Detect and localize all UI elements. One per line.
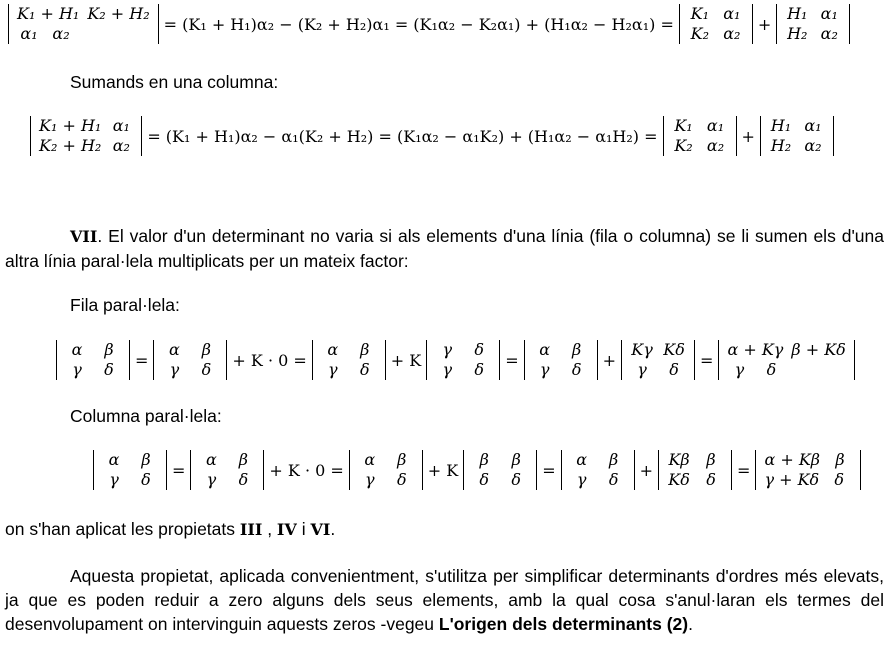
equation-expansion: = (K₁ + H₁)α₂ − (K₂ + H₂)α₁ = (K₁α₂ − K₂α₁) + (H₁α₂ − H₂α₁) = bbox=[163, 14, 674, 34]
determinant bbox=[621, 340, 695, 380]
equation-term: + K · 0 = bbox=[269, 460, 344, 480]
det-cell: δ bbox=[608, 470, 619, 489]
determinant bbox=[561, 450, 635, 490]
det-cell: α₁ bbox=[723, 4, 741, 23]
det-cell: γ bbox=[72, 360, 82, 379]
roman-numeral-iii: III bbox=[239, 520, 263, 539]
det-cell: δ bbox=[104, 360, 114, 379]
det-cell: Kγ bbox=[631, 340, 653, 359]
det-cell: γ bbox=[576, 470, 587, 489]
determinant-k bbox=[663, 116, 737, 156]
det-cell: α₂ bbox=[820, 24, 838, 43]
det-cell: Kδ bbox=[663, 340, 685, 359]
equation-term: + K bbox=[427, 460, 459, 480]
det-cell: α + Kβ bbox=[764, 450, 821, 469]
plus-sign: + bbox=[741, 126, 755, 146]
det-cell: δ bbox=[238, 470, 249, 489]
det-cell: α bbox=[71, 340, 83, 359]
det-cell: α bbox=[539, 340, 551, 359]
property-vii-text: . El valor d'un determinant no varia si als elements d'una línia (fila o columna) se li sumen els d'una altra línia paral·lela multiplicats per un mateix factor: bbox=[5, 226, 884, 271]
det-cell: γ bbox=[442, 360, 453, 379]
det-cell: K₂ bbox=[690, 24, 710, 43]
det-cell: β bbox=[835, 450, 845, 469]
det-cell: δ bbox=[141, 470, 151, 489]
det-cell: K₁ + H₁ bbox=[39, 116, 102, 135]
plus-sign: + bbox=[602, 350, 617, 370]
det-cell: K₁ bbox=[690, 4, 710, 23]
det-cell: α₂ bbox=[52, 24, 70, 43]
det-cell: γ bbox=[365, 470, 375, 489]
equals-sign: = bbox=[542, 460, 556, 480]
det-cell: H₂ bbox=[787, 24, 808, 43]
det-cell: K₂ bbox=[674, 136, 693, 155]
det-cell: α bbox=[169, 340, 180, 359]
origin-link[interactable]: L'origen dels determinants (2) bbox=[438, 614, 689, 634]
det-cell: β bbox=[479, 450, 489, 469]
separator: , bbox=[262, 519, 277, 539]
plus-sign: + bbox=[757, 14, 772, 34]
determinant bbox=[153, 340, 227, 380]
det-cell: α₂ bbox=[112, 136, 130, 155]
det-cell: δ bbox=[669, 360, 679, 379]
determinant-repeated-column bbox=[463, 450, 537, 490]
det-cell: K₂ + H₂ bbox=[39, 136, 102, 155]
det-cell: α + Kγ bbox=[727, 340, 784, 359]
det-cell: α₂ bbox=[723, 24, 741, 43]
det-cell: β bbox=[238, 450, 249, 469]
det-cell: γ bbox=[328, 360, 338, 379]
det-cell: γ bbox=[109, 470, 119, 489]
det-cell: α₁ bbox=[804, 116, 822, 135]
det-cell: β bbox=[397, 450, 407, 469]
det-cell: H₂ bbox=[770, 136, 792, 155]
equals-sign: = bbox=[172, 460, 186, 480]
det-cell: α₁ bbox=[706, 116, 725, 135]
det-cell: α bbox=[108, 450, 120, 469]
det-cell: β bbox=[706, 450, 716, 469]
equals-sign: = bbox=[505, 350, 519, 370]
det-cell: H₁ bbox=[787, 4, 808, 23]
det-cell: β bbox=[104, 340, 114, 359]
det-cell: β bbox=[609, 450, 619, 469]
determinant bbox=[658, 450, 732, 490]
equation-column-sum bbox=[30, 116, 834, 156]
roman-numeral-vii: VII bbox=[70, 227, 98, 246]
det-cell: α₁ bbox=[20, 24, 38, 43]
det-cell: α₂ bbox=[706, 136, 725, 155]
det-cell: γ bbox=[206, 470, 217, 489]
det-cell: K₁ bbox=[674, 116, 693, 135]
applied-properties-line bbox=[5, 517, 335, 542]
determinant-lhs bbox=[30, 116, 142, 156]
period: . bbox=[688, 614, 693, 634]
det-cell: H₁ bbox=[770, 116, 792, 135]
det-cell: α₁ bbox=[112, 116, 130, 135]
det-cell: Kδ bbox=[668, 470, 690, 489]
det-cell: δ bbox=[201, 360, 212, 379]
det-cell: β bbox=[201, 340, 212, 359]
det-cell: β + Kδ bbox=[791, 340, 846, 359]
det-cell: γ bbox=[637, 360, 647, 379]
determinant-h bbox=[776, 4, 850, 44]
determinant-result bbox=[718, 340, 854, 380]
det-cell: δ bbox=[511, 470, 522, 489]
determinant-result bbox=[755, 450, 861, 490]
applied-prefix: on s'han aplicat les propietats bbox=[5, 519, 240, 539]
equation-parallel-column bbox=[93, 450, 861, 490]
plus-sign: + bbox=[639, 460, 654, 480]
roman-numeral-vi: VI bbox=[310, 520, 331, 539]
det-cell: α bbox=[327, 340, 339, 359]
equals-sign: = bbox=[135, 350, 149, 370]
det-cell: Kβ bbox=[668, 450, 690, 469]
det-cell: α bbox=[206, 450, 217, 469]
det-cell: K₂ + H₂ bbox=[87, 4, 150, 23]
det-cell: β bbox=[572, 340, 582, 359]
det-cell: δ bbox=[479, 470, 490, 489]
determinant-original bbox=[93, 450, 167, 490]
det-cell: α bbox=[576, 450, 588, 469]
heading-parallel-row: Fila paral·lela: bbox=[70, 295, 180, 315]
det-cell: β bbox=[511, 450, 521, 469]
equals-sign: = bbox=[700, 350, 714, 370]
final-paragraph bbox=[5, 564, 884, 636]
equation-term: + K bbox=[390, 350, 422, 370]
det-cell: γ bbox=[734, 360, 745, 379]
det-cell: α bbox=[364, 450, 376, 469]
determinant-original bbox=[56, 340, 130, 380]
determinant-lhs bbox=[8, 4, 159, 44]
det-cell: β bbox=[141, 450, 151, 469]
det-cell: δ bbox=[571, 360, 582, 379]
det-cell: γ bbox=[539, 360, 550, 379]
equation-expansion: = (K₁ + H₁)α₂ − α₁(K₂ + H₂) = (K₁α₂ − α₁K₂) + (H₁α₂ − α₁H₂) = bbox=[147, 126, 658, 146]
det-cell: K₁ + H₁ bbox=[17, 4, 80, 23]
equals-sign: = bbox=[737, 460, 751, 480]
det-cell: δ bbox=[474, 360, 485, 379]
heading-sum-columns: Sumands en una columna: bbox=[70, 72, 279, 92]
final-text: Aquesta propietat, aplicada convenientment, s'utilitza per simplificar determinants d'ordres més elevats, ja que es poden reduir a zero alguns dels seus elements, amb la qual cosa s'anul·laran els termes del desenvolupament on intervinguin aquests zeros -vegeu bbox=[5, 566, 884, 634]
determinant bbox=[190, 450, 264, 490]
determinant bbox=[349, 450, 423, 490]
equation-parallel-row bbox=[56, 340, 855, 380]
roman-numeral-iv: IV bbox=[276, 520, 297, 539]
determinant-k bbox=[679, 4, 753, 44]
period: . bbox=[330, 519, 336, 539]
det-cell: γ bbox=[442, 340, 453, 359]
det-cell: δ bbox=[359, 360, 370, 379]
det-cell: δ bbox=[706, 470, 716, 489]
determinant-repeated-row bbox=[426, 340, 500, 380]
determinant-h bbox=[760, 116, 834, 156]
determinant bbox=[312, 340, 386, 380]
separator: i bbox=[296, 519, 311, 539]
equation-row-sum bbox=[8, 4, 850, 44]
det-cell: δ bbox=[396, 470, 407, 489]
det-cell: δ bbox=[766, 360, 777, 379]
property-vii-paragraph bbox=[5, 224, 884, 273]
det-cell: δ bbox=[474, 340, 485, 359]
det-cell: γ + Kδ bbox=[764, 470, 820, 489]
det-cell: α₂ bbox=[804, 136, 822, 155]
determinant bbox=[524, 340, 598, 380]
det-cell: α₁ bbox=[820, 4, 838, 23]
equation-term: + K · 0 = bbox=[232, 350, 307, 370]
det-cell: β bbox=[360, 340, 370, 359]
det-cell: δ bbox=[834, 470, 844, 489]
heading-parallel-column: Columna paral·lela: bbox=[70, 406, 222, 426]
det-cell: γ bbox=[169, 360, 180, 379]
